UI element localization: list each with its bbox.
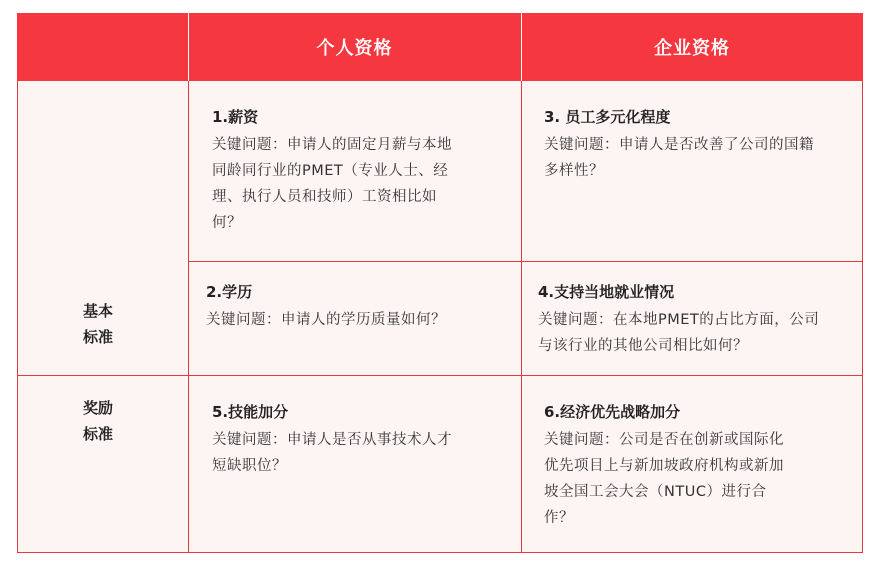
row-label-bonus-line2: 标准	[83, 425, 114, 443]
cell-title: 6.经济优先战略加分	[544, 403, 681, 421]
cell-strategic-bonus	[544, 401, 860, 531]
row-label-bonus	[83, 395, 113, 447]
cell-title: 2.学历	[206, 283, 253, 301]
cell-line: 关键问题：在本地PMET的占比方面，公司	[538, 312, 820, 328]
cell-line: 关键问题：申请人的固定月薪与本地	[212, 137, 452, 153]
header-personal: 个人资格	[188, 13, 521, 81]
cell-line: 关键问题：申请人是否改善了公司的国籍	[544, 137, 814, 153]
cell-title: 4.支持当地就业情况	[538, 283, 675, 301]
border-row-section	[17, 375, 863, 376]
cell-line: 优先项目上与新加坡政府机构或新加	[544, 458, 784, 474]
border-bottom	[17, 552, 863, 553]
cell-line: 同龄同行业的PMET（专业人士、经	[212, 163, 449, 179]
header-divider	[188, 13, 189, 81]
cell-title: 3. 员工多元化程度	[544, 108, 671, 126]
cell-education	[206, 281, 516, 333]
cell-line: 与该行业的其他公司相比如何？	[538, 338, 748, 354]
cell-diversity	[544, 106, 860, 184]
border-col2	[521, 81, 522, 553]
border-right	[862, 81, 863, 553]
header-empty-cell	[17, 13, 188, 81]
cell-line: 作？	[544, 510, 574, 526]
cell-line: 坡全国工会大会（NTUC）进行合	[544, 484, 767, 500]
cell-local-employment	[538, 281, 860, 359]
row-label-bonus-line1: 奖励	[83, 399, 114, 417]
cell-title: 1.薪资	[212, 108, 259, 126]
cell-salary	[212, 106, 512, 236]
cell-line: 理、执行人员和技师）工资相比如	[212, 189, 437, 205]
row-label-basic	[83, 298, 113, 350]
cell-title: 5.技能加分	[212, 403, 289, 421]
row-label-basic-line2: 标准	[83, 328, 114, 346]
border-left	[17, 81, 18, 553]
border-col1	[188, 81, 189, 553]
border-row-mid	[188, 261, 863, 262]
cell-line: 多样性？	[544, 163, 604, 179]
cell-skills-bonus	[212, 401, 512, 479]
criteria-table	[17, 13, 863, 553]
header-company: 企业资格	[521, 13, 863, 81]
row-label-basic-line1: 基本	[83, 302, 114, 320]
cell-line: 何？	[212, 215, 242, 231]
cell-line: 关键问题：公司是否在创新或国际化	[544, 432, 784, 448]
cell-line: 关键问题：申请人的学历质量如何？	[206, 312, 446, 328]
cell-line: 短缺职位？	[212, 458, 287, 474]
cell-line: 关键问题：申请人是否从事技术人才	[212, 432, 452, 448]
header-divider	[521, 13, 522, 81]
